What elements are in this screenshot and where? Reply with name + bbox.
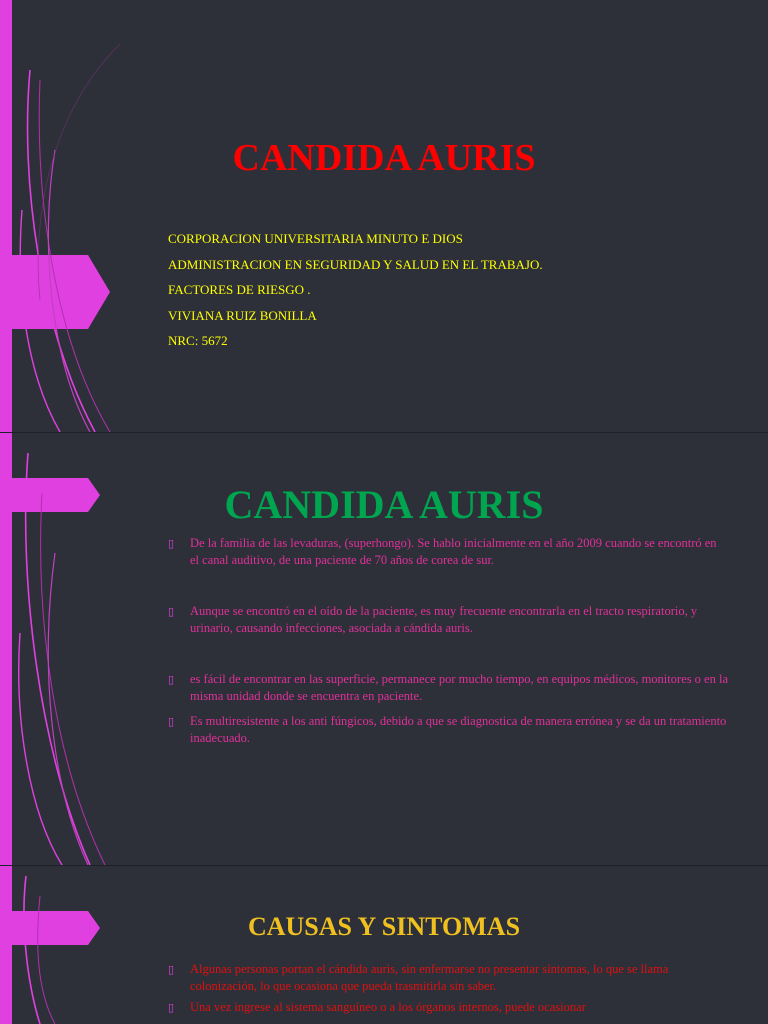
bullet-icon: ▯ [168, 964, 175, 976]
author-line: VIVIANA RUIZ BONILLA [168, 307, 317, 323]
slide-3-heading: CAUSAS Y SINTOMAS [247, 912, 521, 941]
bullet-icon: ▯ [168, 674, 175, 686]
program-line: ADMINISTRACION EN SEGURIDAD Y SALUD EN EL TRABAJO. [168, 256, 543, 272]
slide-2 [0, 433, 768, 865]
list-item [168, 535, 728, 569]
slide-3-bullet-list [168, 961, 728, 1024]
bullet-icon: ▯ [168, 1002, 175, 1014]
nrc-line: NRC: 5672 [168, 333, 228, 348]
bullet-icon: ▯ [168, 538, 175, 550]
bullet-text: Es multiresistente a los anti fúngicos, debido a que se diagnostica de manera errónea y se da un tratamiento inadecuado. [190, 714, 727, 745]
list-item [168, 671, 728, 705]
decorative-swoosh-graphic [0, 866, 120, 1024]
list-item [168, 961, 728, 995]
bullet-icon: ▯ [168, 606, 175, 618]
bullet-text: es fácil de encontrar en las superficie, permanece por mucho tiempo, en equipos médicos, monitores o en la misma unidad donde se encuentra en paciente. [190, 672, 729, 703]
bullet-text: De la familia de las levaduras, (superhongo). Se hablo inicialmente en el año 2009 cuando se encontró en el canal auditivo, de una paciente de 70 años de corea de sur. [190, 536, 717, 567]
course-line: FACTORES DE RIESGO . [168, 282, 311, 297]
bullet-icon: ▯ [168, 716, 175, 728]
slide-2-bullet-list [168, 535, 728, 775]
bullet-text: Aunque se encontró en el oído de la paciente, es muy frecuente encontrarla en el tracto respiratorio, y urinario, causando infecciones, asociada a cándida auris. [190, 604, 698, 635]
list-item [168, 603, 728, 637]
institution-line: CORPORACION UNIVERSITARIA MINUTO E DIOS [168, 231, 463, 246]
bullet-text: Una vez ingrese al sistema sanguíneo o a los órganos internos, puede ocasionar [190, 1000, 586, 1014]
slide-3 [0, 866, 768, 1024]
bullet-text: Algunas personas portan el cándida auris, sin enfermarse no presentar síntomas, lo que se llama colonización, lo que ocasiona que pueda trasmitirla sin saber. [190, 962, 669, 993]
slide-1 [0, 0, 768, 432]
list-item [168, 713, 728, 747]
title-slide-details [168, 226, 543, 354]
slide-2-heading: CANDIDA AURIS [224, 482, 544, 527]
list-item [168, 999, 728, 1016]
title-slide-heading: CANDIDA AURIS [232, 137, 536, 179]
decorative-swoosh-graphic [0, 0, 120, 432]
